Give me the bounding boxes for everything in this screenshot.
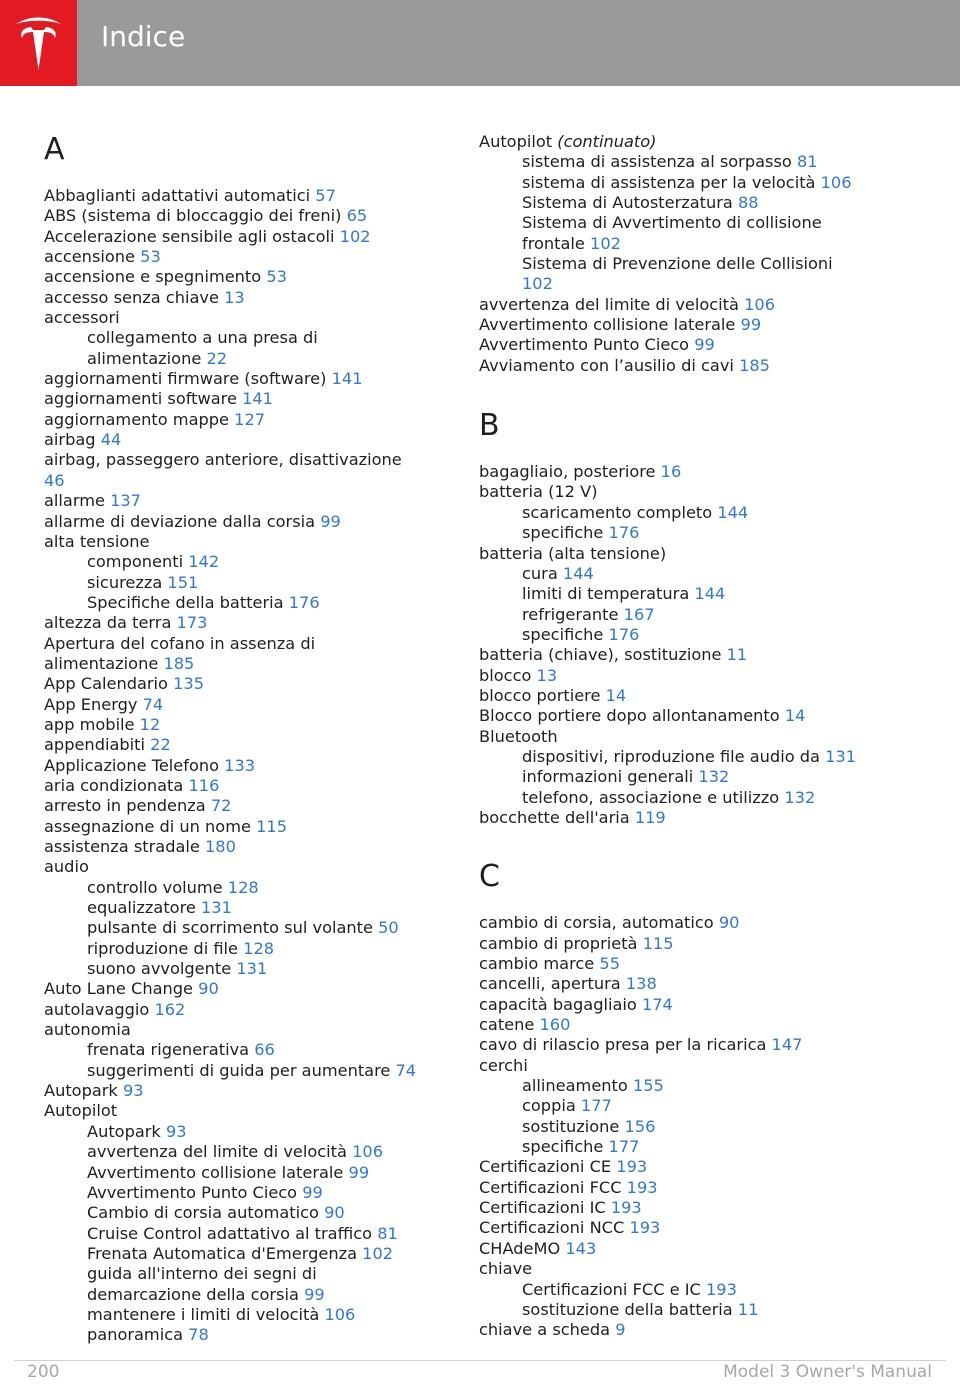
index-entry: Applicazione Telefono 133	[44, 755, 256, 775]
page-link[interactable]: 57	[315, 186, 336, 205]
page-link[interactable]: 106	[820, 172, 852, 192]
page-link[interactable]: 90	[324, 1203, 345, 1223]
page-link[interactable]: 9	[615, 1320, 626, 1340]
index-entry: accensione 53	[44, 247, 161, 267]
index-entry: blocco portiere 14	[479, 685, 627, 705]
index-subentry: informazioni generali 132	[522, 767, 730, 787]
page-link[interactable]: 176	[288, 592, 320, 612]
page-link[interactable]: 93	[122, 1081, 144, 1101]
index-subentry: scaricamento completo 144	[522, 502, 749, 522]
index-subentry: frenata rigenerativa 66	[87, 1040, 275, 1060]
index-entry: Certificazioni NCC 193	[479, 1218, 661, 1238]
index-entry: Autopark 93	[44, 1081, 144, 1101]
page-link[interactable]: 138	[625, 974, 657, 994]
page-link[interactable]: 185	[163, 653, 195, 673]
page-link[interactable]: 155	[632, 1076, 664, 1096]
index-entry: autolavaggio 162	[44, 999, 186, 1019]
index-subentry: equalizzatore 131	[87, 898, 232, 918]
index-column-left	[44, 132, 444, 1346]
page-link[interactable]: 14	[784, 706, 806, 726]
page-link[interactable]: 102	[362, 1243, 394, 1263]
index-subentry: sostituzione 156	[522, 1116, 656, 1136]
page-link[interactable]: 128	[227, 877, 259, 897]
page-link[interactable]: 131	[825, 746, 857, 766]
index-entry: cavo di rilascio presa per la ricarica 147	[479, 1035, 803, 1055]
page-link[interactable]: 99	[320, 511, 341, 531]
index-entry: aggiornamenti firmware (software) 141	[44, 369, 363, 389]
index-entry: batteria (12 V)	[479, 482, 598, 502]
page-link[interactable]: 116	[188, 775, 220, 795]
index-subentry: telefono, associazione e utilizzo 132	[522, 787, 816, 807]
page-link[interactable]: 13	[536, 665, 558, 685]
page-link[interactable]: 176	[608, 624, 640, 644]
index-entry: Autopilot	[44, 1101, 118, 1121]
page-link[interactable]: 132	[698, 767, 730, 787]
page-link[interactable]: 141	[331, 369, 363, 389]
index-entry: cambio di proprietà 115	[479, 933, 674, 953]
index-entry: cancelli, apertura 138	[479, 974, 657, 994]
page-link[interactable]: 147	[771, 1035, 803, 1055]
page-link[interactable]: 133	[224, 755, 256, 775]
page-link[interactable]: 13	[224, 287, 245, 307]
page-link[interactable]: 180	[205, 837, 236, 856]
index-subentry: Cambio di corsia automatico 90	[87, 1203, 345, 1223]
page-link[interactable]: 11	[737, 1299, 759, 1319]
page-link[interactable]: 44	[100, 430, 122, 450]
page-link[interactable]: 11	[726, 645, 748, 665]
page-link[interactable]: 72	[210, 796, 232, 816]
index-entry: arresto in pendenza 72	[44, 796, 232, 816]
page-link[interactable]: 102	[522, 274, 553, 294]
page-link[interactable]: 174	[641, 994, 673, 1014]
section-letter-a: A	[44, 132, 65, 167]
index-subentry: specifiche 177	[522, 1137, 640, 1157]
page-link[interactable]: 119	[634, 807, 666, 827]
index-entry: bocchette dell'aria 119	[479, 807, 666, 827]
index-entry: aggiornamenti software 141	[44, 389, 273, 409]
index-subentry: pulsante di scorrimento sul volante 50	[87, 918, 399, 938]
brand-logo	[0, 0, 77, 86]
index-entry: cambio marce 55	[479, 954, 621, 973]
index-entry: app mobile 12	[44, 714, 161, 734]
index-subentry: sostituzione della batteria 11	[522, 1299, 759, 1319]
index-subentry: Sistema di Prevenzione delle Collisioni	[522, 254, 833, 274]
index-subentry: componenti 142	[87, 552, 220, 572]
footer-manual-title: Model 3 Owner's Manual	[723, 1362, 932, 1382]
index-entry: accesso senza chiave 13	[44, 287, 245, 307]
index-entry: Blocco portiere dopo allontanamento 14	[479, 706, 806, 726]
page-link[interactable]: 193	[616, 1157, 648, 1177]
page-link[interactable]: 22	[150, 735, 171, 755]
index-entry: Auto Lane Change 90	[44, 979, 219, 999]
section-letter-b: B	[479, 408, 500, 444]
index-subentry: specifiche 176	[522, 523, 640, 543]
page-link[interactable]: 131	[200, 898, 232, 918]
index-entry: assegnazione di un nome 115	[44, 816, 287, 836]
index-subentry: sistema di assistenza al sorpasso 81	[522, 152, 818, 172]
index-entry: cambio di corsia, automatico 90	[479, 913, 740, 933]
index-subentry: suggerimenti di guida per aumentare 74	[87, 1060, 417, 1080]
page-link[interactable]: 162	[154, 999, 186, 1019]
index-subentry: avvertenza del limite di velocità 106	[87, 1142, 383, 1162]
index-subentry	[479, 274, 899, 294]
page-link[interactable]: 151	[167, 572, 199, 592]
page-link[interactable]: 127	[234, 409, 266, 429]
index-entry: batteria (alta tensione)	[479, 543, 667, 563]
index-subentry: Autopark 93	[87, 1121, 187, 1141]
page-link[interactable]: 99	[302, 1182, 323, 1202]
page-link[interactable]: 16	[660, 462, 682, 482]
page-link[interactable]: 90	[198, 979, 219, 999]
index-entry: App Energy 74	[44, 694, 164, 714]
index-subentry: suono avvolgente 131	[87, 959, 268, 979]
page-link[interactable]: 99	[348, 1162, 370, 1182]
page-link[interactable]: 65	[346, 206, 368, 226]
index-entry: alimentazione 185	[44, 653, 195, 673]
index-subentry: Avvertimento collisione laterale 99	[87, 1162, 370, 1182]
page-link[interactable]: 144	[694, 584, 726, 604]
page-link[interactable]: 142	[188, 552, 220, 572]
page-link[interactable]: 90	[718, 913, 740, 933]
index-subentry: Sistema di Autosterzatura 88	[522, 193, 759, 213]
index-entry: appendiabiti 22	[44, 735, 171, 755]
index-subentry: Frenata Automatica d'Emergenza 102	[87, 1243, 394, 1263]
page-link[interactable]: 193	[629, 1218, 661, 1238]
page-link[interactable]: 53	[266, 267, 287, 287]
page-link[interactable]: 185	[739, 355, 770, 375]
index-entry: Avviamento con l’ausilio di cavi 185	[479, 355, 770, 375]
page-link[interactable]: 50	[378, 918, 399, 938]
page-link[interactable]: 78	[188, 1325, 209, 1345]
page-link[interactable]: 177	[608, 1137, 640, 1157]
page-link[interactable]: 167	[623, 604, 655, 624]
page-link[interactable]: 143	[565, 1238, 597, 1258]
page-link[interactable]: 115	[642, 933, 674, 953]
index-entry: allarme di deviazione dalla corsia 99	[44, 511, 341, 531]
index-subentry: sicurezza 151	[87, 572, 199, 592]
index-subentry: coppia 177	[522, 1096, 612, 1116]
index-entry: aria condizionata 116	[44, 775, 220, 795]
index-entry: Avvertimento collisione laterale 99	[479, 315, 762, 335]
index-subentry: collegamento a una presa di	[87, 328, 318, 348]
index-entry: App Calendario 135	[44, 674, 205, 694]
tesla-logo-icon	[14, 16, 63, 70]
index-entry: alta tensione	[44, 531, 150, 551]
footer-page-number: 200	[27, 1362, 60, 1382]
page-link[interactable]: 46	[44, 470, 65, 490]
index-subentry: specifiche 176	[522, 624, 640, 644]
page-link[interactable]: 193	[610, 1198, 642, 1218]
page-link[interactable]: 132	[784, 787, 816, 807]
index-entry-continued: Autopilot (continuato)	[479, 132, 657, 151]
index-entry: batteria (chiave), sostituzione 11	[479, 645, 748, 665]
index-entry: Abbaglianti adattativi automatici 57	[44, 186, 336, 205]
page-title: Indice	[101, 20, 186, 53]
page-link[interactable]: 106	[324, 1304, 356, 1324]
index-subentry: demarcazione della corsia 99	[87, 1284, 325, 1304]
index-entry: altezza da terra 173	[44, 613, 208, 633]
index-entry: accensione e spegnimento 53	[44, 267, 287, 287]
page-link[interactable]: 137	[110, 491, 141, 511]
index-entry: Certificazioni FCC 193	[479, 1177, 658, 1197]
page-link[interactable]: 144	[562, 563, 594, 583]
index-entry: chiave	[479, 1259, 533, 1279]
index-entry: capacità bagagliaio 174	[479, 994, 673, 1014]
index-subentry: riproduzione di file 128	[87, 938, 275, 958]
index-entry: Apertura del cofano in assenza di	[44, 633, 316, 653]
page-link[interactable]: 74	[395, 1060, 417, 1080]
index-subentry: panoramica 78	[87, 1325, 209, 1345]
index-entry: CHAdeMO 143	[479, 1238, 597, 1258]
index-entry: catene 160	[479, 1015, 571, 1035]
page-link[interactable]: 193	[705, 1279, 737, 1299]
index-subentry: Specifiche della batteria 176	[87, 592, 320, 612]
page-link[interactable]: 176	[608, 523, 640, 543]
page-link[interactable]: 14	[605, 685, 627, 705]
index-entry: avvertenza del limite di velocità 106	[479, 294, 775, 314]
page-link[interactable]: 102	[339, 226, 371, 246]
page-link[interactable]: 22	[206, 348, 228, 368]
index-entry: autonomia	[44, 1020, 131, 1040]
index-entry: accessori	[44, 308, 120, 328]
index-subentry: sistema di assistenza per la velocità 106	[522, 172, 852, 192]
index-subentry: dispositivi, riproduzione file audio da 131	[522, 746, 857, 766]
page-link[interactable]: 131	[236, 959, 268, 979]
page-link[interactable]: 81	[796, 152, 818, 172]
index-subentry: allineamento 155	[522, 1076, 664, 1096]
page-link[interactable]: 53	[140, 247, 161, 267]
page-link[interactable]: 135	[173, 674, 205, 694]
page-link[interactable]: 193	[626, 1177, 658, 1197]
page-link[interactable]: 74	[142, 694, 164, 714]
page-header	[0, 0, 960, 86]
index-entry: aggiornamento mappe 127	[44, 409, 266, 429]
page-link[interactable]: 156	[624, 1116, 656, 1136]
page-link[interactable]: 173	[176, 613, 208, 633]
index-column-right	[479, 132, 899, 1341]
index-entry: Certificazioni CE 193	[479, 1157, 648, 1177]
index-entry: airbag 44	[44, 430, 122, 450]
index-subentry: guida all'interno dei segni di	[87, 1264, 317, 1284]
page-link[interactable]: 55	[599, 954, 621, 973]
index-subentry: controllo volume 128	[87, 877, 259, 897]
index-entry: Bluetooth	[479, 726, 558, 746]
index-entry: airbag, passeggero anteriore, disattivazione	[44, 450, 402, 470]
index-entry: blocco 13	[479, 665, 558, 685]
index-subentry: refrigerante 167	[522, 604, 655, 624]
page-link[interactable]: 99	[740, 315, 762, 335]
index-entry	[44, 471, 444, 491]
index-entry: assistenza stradale 180	[44, 837, 236, 856]
index-subentry: limiti di temperatura 144	[522, 584, 726, 604]
page-link[interactable]: 12	[139, 714, 161, 734]
page-link[interactable]: 141	[242, 389, 273, 409]
page-link[interactable]: 99	[694, 335, 715, 355]
index-subentry: Sistema di Avvertimento di collisione	[522, 213, 822, 233]
page-link[interactable]: 93	[165, 1121, 187, 1141]
page-link[interactable]: 106	[352, 1142, 383, 1162]
index-subentry: frontale 102	[522, 233, 621, 253]
page-link[interactable]: 99	[304, 1284, 325, 1304]
index-entry: ABS (sistema di bloccaggio dei freni) 65	[44, 206, 368, 226]
index-subentry: alimentazione 22	[87, 348, 228, 368]
page-link[interactable]: 81	[377, 1223, 398, 1243]
section-letter-c: C	[479, 859, 500, 895]
index-entry: Accelerazione sensibile agli ostacoli 102	[44, 226, 371, 246]
index-entry: Avvertimento Punto Cieco 99	[479, 335, 715, 355]
index-entry: cerchi	[479, 1055, 528, 1075]
index-entry: Certificazioni IC 193	[479, 1198, 642, 1218]
index-subentry: Certificazioni FCC e IC 193	[522, 1279, 737, 1299]
index-subentry: mantenere i limiti di velocità 106	[87, 1304, 356, 1324]
page-link[interactable]: 66	[254, 1040, 275, 1060]
footer-divider	[14, 1360, 946, 1361]
index-subentry: Cruise Control adattativo al traffico 81	[87, 1223, 398, 1243]
page-link[interactable]: 115	[256, 816, 287, 836]
page-link[interactable]: 144	[717, 502, 749, 522]
index-subentry: cura 144	[522, 563, 594, 583]
index-entry: audio	[44, 857, 89, 877]
index-entry: bagagliaio, posteriore 16	[479, 462, 682, 482]
index-entry: allarme 137	[44, 491, 141, 511]
page-link[interactable]: 88	[738, 193, 759, 213]
page-link[interactable]: 106	[744, 294, 775, 314]
page-link[interactable]: 128	[243, 938, 275, 958]
page-link[interactable]: 102	[590, 233, 621, 253]
index-entry: chiave a scheda 9	[479, 1320, 626, 1340]
page-link[interactable]: 177	[580, 1096, 612, 1116]
page-link[interactable]: 160	[539, 1015, 571, 1035]
index-subentry: Avvertimento Punto Cieco 99	[87, 1182, 323, 1202]
